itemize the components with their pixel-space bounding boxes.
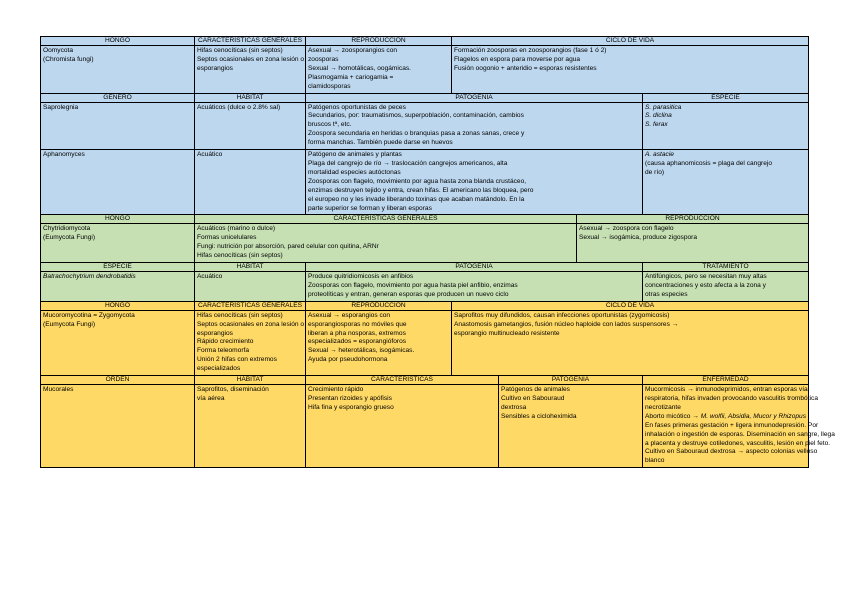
chytridiomycota-caracteristicas-cell: [195, 224, 577, 263]
header-caracteristicas: CARACTERÍSTICAS: [306, 376, 499, 385]
mucoromycotina-reproduccion-cell: [306, 310, 452, 375]
text-line: Acuáticos (dulce o 2.8% sal): [197, 103, 281, 111]
oomycota-ciclo-cell: [452, 46, 809, 94]
text-line: Batrachochytrium dendrobatidis: [43, 273, 136, 281]
text-line: Mucormicosis → inmunodeprimidos, entran esporas vía: [645, 386, 808, 394]
text-line: Sexual → isogámica, produce zigospora: [579, 234, 698, 242]
text-line: clamidosporas: [308, 82, 351, 90]
header-reproduccion: REPRODUCCIÓN: [306, 301, 452, 310]
text-line: Patógenos oportunistas de peces: [308, 103, 406, 111]
text-line: Fusión oogonio + anteridio = esporas resistentes: [454, 64, 597, 72]
batrachochytrium-patogenia-cell: [306, 272, 643, 302]
text-line: Zoosporas con flagelo, movimiento por agua hasta piel anfibio, enzimas: [308, 281, 518, 289]
header-enfermedad: ENFERMEDAD: [643, 376, 809, 385]
text-line: Hifas cenocíticas (sin septos): [197, 311, 283, 319]
text-line: Saprolegnia: [43, 103, 79, 111]
text-line: Septos ocasionales en zona lesión o: [197, 55, 305, 63]
text-line: liberan a pha nosporas, extremos: [308, 329, 406, 337]
header-reproduccion: REPRODUCCIÓN: [577, 215, 809, 224]
text-line: dextrosa: [501, 403, 527, 411]
oomycota-subheader-row: [41, 93, 809, 102]
header-caracteristicas: CARACTERÍSTICAS GENERALES: [195, 215, 577, 224]
header-tratamiento: TRATAMIENTO: [643, 263, 809, 272]
chytridiomycota-header-row: [41, 215, 809, 224]
text-line: Acuático: [197, 273, 223, 281]
chytridiomycota-subheader-row: [41, 263, 809, 272]
oomycota-hongo-cell: [41, 46, 195, 94]
text-line: Zoospora secundaria en heridas o branquias pasa a zonas sanas, crece y: [308, 130, 525, 138]
text-line: Acuático: [197, 151, 223, 159]
header-patogenia: PATOGENIA: [499, 376, 643, 385]
text-line: el europeo no y les invade liberando toxinas que acaban matándolo. En la: [308, 195, 525, 203]
text-line: blanco: [645, 457, 665, 465]
batrachochytrium-especie-cell: [41, 272, 195, 302]
text-line: otras especies: [645, 290, 688, 298]
text-line: Unión 2 hifas con extremos: [197, 356, 277, 364]
text-line: esporangios: [197, 329, 233, 337]
text-line: Acuáticos (marino o dulce): [197, 225, 276, 233]
text-line: Ayuda por pseudohormona: [308, 356, 388, 364]
text-line: especializados = esporangióforos: [308, 338, 407, 346]
text-line: Chytridiomycota: [43, 225, 91, 233]
mucoromycotina-caracteristicas-cell: [195, 310, 306, 375]
text-line: respiratoria, hifas invaden provocando vasculitis trombótica: [645, 395, 818, 402]
text-line: Flagelos en espora para moverse por agua: [454, 55, 581, 63]
text-line: enzimas destruyen tejido y entra, crean hifas. El americano las bloquea, pero: [308, 186, 534, 194]
text-line: Forma teleomorfa: [197, 347, 250, 355]
text-line: Cultivo en Sabouraud: [501, 395, 565, 402]
text-line: (Eumycota Fungi): [43, 320, 96, 328]
text-line: Crecimiento rápido: [308, 386, 364, 394]
text-line: Mucoromycotina = Zygomycota: [43, 311, 135, 319]
header-habitat: HÁBITAT: [195, 263, 306, 272]
text-line: Patógeno de animales y plantas: [308, 151, 402, 159]
mucorales-caracteristicas-cell: [306, 385, 499, 468]
text-line: Hifas cenocíticas (sin septos): [197, 47, 283, 54]
text-line: (causa aphanomicosis = plaga del cangrejo: [645, 159, 773, 167]
saprolegnia-patogenia-cell: [306, 102, 643, 150]
text-line: necrotizante: [645, 403, 681, 411]
aborto-species: M. wolfii, Absidia, Mucor y Rhizopus: [700, 412, 806, 420]
mucoromycotina-hongo-cell: [41, 310, 195, 375]
text-line: Presentan rizoides y apófisis: [308, 395, 392, 402]
text-line: Saprofitos muy difundidos, causan infecciones oportunistas (zygomicosis): [454, 311, 670, 319]
header-genero: GÉNERO: [41, 93, 195, 102]
text-line: Anastomosis gametangios, fusión núcleo haploide con lados suspensores →: [454, 320, 679, 328]
mucorales-header-row: [41, 376, 809, 385]
text-line: Mucorales: [43, 386, 74, 394]
text-line: Plaga del cangrejo de río → traslocación cangrejos americanos, alta: [308, 159, 508, 167]
aphanomyces-patogenia-cell: [306, 150, 643, 215]
aborto-label: Aborto micótico →: [645, 412, 701, 420]
saprolegnia-genero-cell: [41, 102, 195, 150]
text-line: Secundarios, por: traumatismos, superpoblación, contaminación, cambios: [308, 112, 524, 120]
text-line: mortalidad especies autóctonas: [308, 168, 401, 176]
header-habitat: HÁBITAT: [195, 93, 306, 102]
aphanomyces-row: [41, 150, 809, 215]
text-line: S. ferax: [645, 121, 668, 129]
saprolegnia-especie-cell: [643, 102, 809, 150]
mucoromycotina-header-row: [41, 301, 809, 310]
chytridiomycota-reproduccion-cell: [577, 224, 809, 263]
header-ciclo-de-vida: CICLO DE VIDA: [452, 301, 809, 310]
header-hongo: HONGO: [41, 215, 195, 224]
saprolegnia-row: [41, 102, 809, 150]
saprolegnia-habitat-cell: [195, 102, 306, 150]
header-reproduccion: REPRODUCCIÓN: [306, 37, 452, 46]
batrachochytrium-tratamiento-cell: [643, 272, 809, 302]
text-line: Formación zoosporas en zoosporangios (fase 1 ó 2): [454, 47, 607, 54]
header-caracteristicas: CARACTERÍSTICAS GENERALES: [195, 37, 306, 46]
text-line: A. astacie: [645, 151, 674, 159]
text-line: Cultivo en Sabouraud dextrosa → aspecto colonias velloso: [645, 448, 818, 456]
mucorales-habitat-cell: [195, 385, 306, 468]
text-line: especializados: [197, 365, 241, 373]
text-line: Asexual → zoospora con flagelo: [579, 225, 674, 233]
header-ciclo-de-vida: CICLO DE VIDA: [452, 37, 809, 46]
text-line: Fungi: nutrición por absorción, pared celular con quitina, ARNr: [197, 243, 379, 251]
text-line: S. diclina: [645, 112, 672, 120]
chytridiomycota-hongo-cell: [41, 224, 195, 263]
text-line: (Chromista fungi): [43, 55, 94, 63]
text-line: vía aérea: [197, 395, 225, 402]
text-line: En fases primeras gestación + ligera inmunodepresión. Por: [645, 421, 819, 429]
mucoromycotina-row: [41, 310, 809, 375]
aphanomyces-habitat-cell: [195, 150, 306, 215]
text-line: S. parasitica: [645, 103, 682, 111]
header-hongo: HONGO: [41, 37, 195, 46]
text-line: esporangiosporas no móviles que: [308, 320, 407, 328]
text-line: Formas unicelulares: [197, 234, 257, 242]
oomycota-reproduccion-cell: [306, 46, 452, 94]
text-line: Septos ocasionales en zona lesión o: [197, 320, 305, 328]
fungi-summary-table: [40, 36, 835, 468]
batrachochytrium-habitat-cell: [195, 272, 306, 302]
text-line: Aphanomyces: [43, 151, 85, 159]
text-line: esporangio multinucleado resistente: [454, 329, 560, 337]
text-line: Asexual → esporangios con: [308, 311, 391, 319]
header-especie: ESPECIE: [643, 93, 809, 102]
mucorales-row: [41, 385, 809, 468]
mucoromycotina-ciclo-cell: [452, 310, 809, 375]
text-line: Produce quitridiomicosis en anfibios: [308, 273, 414, 281]
header-caracteristicas: CARACTERÍSTICAS GENERALES: [195, 301, 306, 310]
batrachochytrium-row: [41, 272, 809, 302]
header-especie: ESPECIE: [41, 263, 195, 272]
mucorales-enfermedad-cell: [643, 385, 835, 468]
text-line: Antifúngicos, pero se necesitan muy altas: [645, 273, 767, 281]
header-habitat: HÁBITAT: [195, 376, 306, 385]
header-hongo: HONGO: [41, 301, 195, 310]
header-orden: ORDEN: [41, 376, 195, 385]
text-line: Rápido crecimiento: [197, 338, 254, 346]
text-line: Asexual → zoosporangios con: [308, 47, 398, 54]
text-line: zoosporas: [308, 55, 339, 63]
text-line: bruscos tª, etc.: [308, 121, 352, 129]
mucorales-orden-cell: [41, 385, 195, 468]
text-line: Zoosporas con flagelo, movimiento por agua hasta zona blanda crustáceo,: [308, 177, 527, 185]
text-line: Hifas cenocíticas (sin septos): [197, 252, 283, 260]
header-patogenia: PATOGENIA: [306, 93, 643, 102]
text-line: Sensibles a cicloheximida: [501, 412, 577, 420]
text-line: inhalación o ingestión de esporas. Diseminación en sangre, llega: [645, 430, 835, 438]
text-line: Oomycota: [43, 47, 74, 54]
text-line: concentraciones y esto afecta a la zona y: [645, 281, 766, 289]
aphanomyces-genero-cell: [41, 150, 195, 215]
oomycota-header-row: [41, 37, 809, 46]
text-line: (Eumycota Fungi): [43, 234, 96, 242]
text-line: de río): [645, 168, 665, 176]
text-line: Sexual → heterotálicas, isogámicas.: [308, 347, 415, 355]
text-line: Sexual → homotálicas, oogámicas.: [308, 64, 411, 72]
chytridiomycota-row: [41, 224, 809, 263]
text-line: proteolíticas y entran, generan esporas que producen un nuevo ciclo: [308, 290, 509, 298]
text-line: parte superior se forman y liberan esporas: [308, 204, 432, 212]
mucorales-patogenia-cell: [499, 385, 643, 468]
text-line: Plasmogamia + cariogamia =: [308, 73, 394, 81]
oomycota-caracteristicas-cell: [195, 46, 306, 94]
text-line: esporangios: [197, 64, 233, 72]
oomycota-row: [41, 46, 809, 94]
text-line: Hifa fina y esporangio grueso: [308, 403, 394, 411]
text-line: a placenta y destruye cotiledones, vasculitis, lesión en piel feto.: [645, 439, 831, 447]
header-patogenia: PATOGENIA: [306, 263, 643, 272]
text-line: [645, 413, 806, 422]
text-line: Saprofitos, diseminación: [197, 386, 269, 394]
aphanomyces-especie-cell: [643, 150, 809, 215]
text-line: forma manchas. También puede darse en huevos: [308, 139, 453, 147]
text-line: Patógenos de animales: [501, 386, 570, 394]
